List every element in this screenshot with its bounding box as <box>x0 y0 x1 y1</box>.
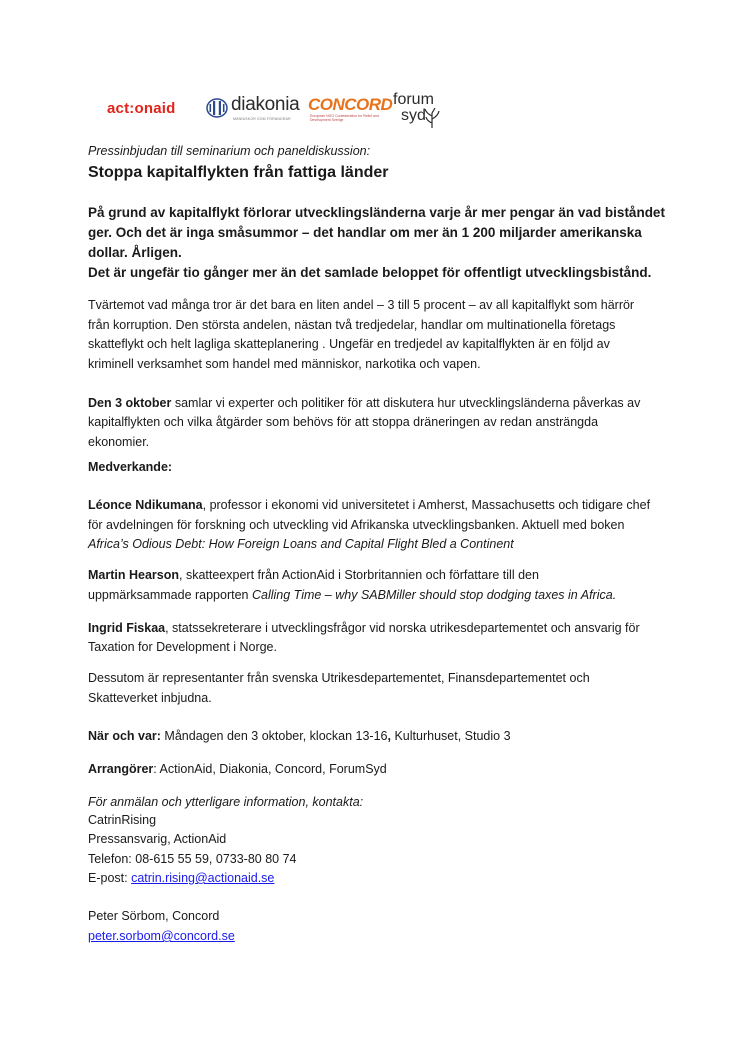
body-line: kapitalflykten och vilka åtgärder som behövs för att stoppa dräneringen av redan ansträngda <box>88 415 599 429</box>
when-where <box>88 727 511 747</box>
page-title: Stoppa kapitalflykten från fattiga länder <box>88 164 389 181</box>
event-date: Den 3 oktober <box>88 396 172 410</box>
contact-name: CatrinRising <box>88 813 157 827</box>
email-label: E-post: <box>88 871 132 885</box>
body-line: Skatteverket inbjudna. <box>88 691 212 705</box>
lead-line: ger. Och det är inga småsummor – det handlar om mer än 1 200 miljarder amerikanska <box>88 225 642 240</box>
body-line: Tvärtemot vad många tror är det bara en liten andel – 3 till 5 procent – av all kapitalflykt som härrör <box>88 298 635 312</box>
participant-desc: , skatteexpert från ActionAid i Storbritannien och författare till den <box>179 568 539 582</box>
partner-logos <box>107 92 447 138</box>
intro-line: Pressinbjudan till seminarium och paneldiskussion: <box>88 144 371 158</box>
body-line: Dessutom är representanter från svenska Utrikesdepartementet, Finansdepartementet och <box>88 671 590 685</box>
concord-tagline: European NGO Confederation for Relief and Development Sverige <box>310 114 379 122</box>
participant-desc: , statssekreterare i utvecklingsfrågor vid norska utrikesdepartementet och ansvarig för <box>165 621 640 635</box>
when-label: När och var: <box>88 729 161 743</box>
lead-line: Det är ungefär tio gånger mer än det samlade beloppet för offentligt utvecklingsbistånd. <box>88 265 652 280</box>
participant-desc: uppmärksammade rapporten <box>88 588 252 602</box>
forumsyd-logo-forum: forum <box>393 91 434 108</box>
contact-email-line <box>88 927 235 947</box>
book-title: Africa’s Odious Debt: How Foreign Loans and Capital Flight Bled a Continent <box>88 537 514 551</box>
leaf-icon <box>423 107 441 129</box>
contact-email-line <box>88 869 274 889</box>
forumsyd-logo-syd: syd <box>401 107 426 124</box>
body-line <box>88 394 640 414</box>
when-comma: , <box>387 729 391 743</box>
participant-line <box>88 496 650 516</box>
diakonia-mark-icon <box>206 98 228 118</box>
contact-name: Peter Sörbom, Concord <box>88 909 220 923</box>
participant-name: Léonce Ndikumana <box>88 498 203 512</box>
email-link-peter[interactable]: peter.sorbom@concord.se <box>88 929 235 943</box>
contact-phone: Telefon: 08-615 55 59, 0733-80 80 74 <box>88 852 297 866</box>
email-link-catrin[interactable]: catrin.rising@actionaid.se <box>131 871 275 885</box>
participant-line <box>88 619 640 639</box>
participant-line: för avdelningen för forskning och utveckling vid Afrikanska utvecklingsbanken. Aktuell med boken <box>88 518 625 532</box>
where-text: Kulturhuset, Studio 3 <box>391 729 511 743</box>
participant-desc: , professor i ekonomi vid universitetet i Amherst, Massachusetts och tidigare chef <box>202 498 651 512</box>
participant-line <box>88 586 616 606</box>
organizers <box>88 760 387 780</box>
contact-role: Pressansvarig, ActionAid <box>88 832 227 846</box>
diakonia-logo: diakonia <box>231 94 300 115</box>
organizers-text: : ActionAid, Diakonia, Concord, ForumSyd <box>153 762 387 776</box>
concord-logo: CONCORD <box>308 95 393 114</box>
actionaid-logo: act:onaid <box>107 100 176 117</box>
body-line: ekonomier. <box>88 435 150 449</box>
participant-name: Ingrid Fiskaa <box>88 621 166 635</box>
contact-intro: För anmälan och ytterligare information, kontakta: <box>88 795 364 809</box>
participant-name: Martin Hearson <box>88 568 179 582</box>
body-line: från korruption. Den största andelen, nästan två tredjedelar, handlar om multinationella företags <box>88 318 616 332</box>
body-line: skatteflykt och helt lagliga skatteplanering . Ungefär en tredjedel av kapitalflykten är en följd av <box>88 337 610 351</box>
participants-heading: Medverkande: <box>88 460 173 474</box>
participant-line: Taxation for Development i Norge. <box>88 640 277 654</box>
diakonia-tagline: MÄNNISKOR SOM FÖRÄNDRAR <box>233 117 291 121</box>
report-title: Calling Time – why SABMiller should stop dodging taxes in Africa. <box>251 588 617 602</box>
lead-line: På grund av kapitalflykt förlorar utvecklingsländerna varje år mer pengar än vad biståndet <box>88 205 665 220</box>
lead-line: dollar. Årligen. <box>88 245 182 260</box>
when-text: Måndagen den 3 oktober, klockan 13-16 <box>160 729 388 743</box>
body-line: kriminell verksamhet som handel med människor, narkotika och vapen. <box>88 357 481 371</box>
body-text: samlar vi experter och politiker för att diskutera hur utvecklingsländerna påverkas av <box>171 396 641 410</box>
participant-line <box>88 566 539 586</box>
organizers-label: Arrangörer <box>88 762 154 776</box>
